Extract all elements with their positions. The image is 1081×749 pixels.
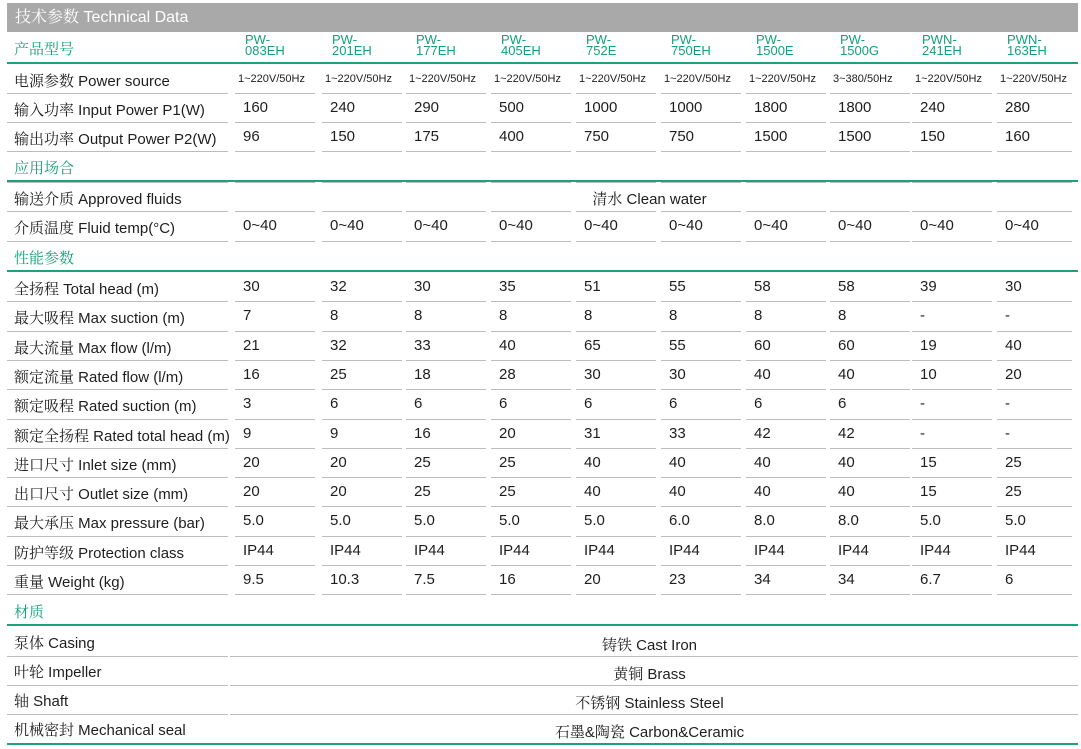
model-header-row [7,33,1078,62]
table-cell: 40 [838,454,855,471]
model-prefix: PW- [332,32,358,47]
table-cell: 8.0 [838,512,859,529]
table-cell: 5.0 [584,512,605,529]
section-performance [7,243,1078,271]
table-cell: 58 [754,278,771,295]
model-suffix: 241EH [922,43,962,58]
table-cell: 1500 [754,128,788,145]
table-cell: 33 [414,337,431,354]
model-prefix: PW- [245,32,271,47]
table-cell: 5.0 [330,512,351,529]
table-cell: 5.0 [920,512,941,529]
table-cell: 42 [754,425,771,442]
table-cell: 55 [669,278,686,295]
model-suffix: 405EH [501,43,541,58]
table-cell: 15 [920,454,937,471]
row-label: 输出功率 Output Power P2(W) [14,131,217,148]
table-cell: 1~220V/50Hz [664,73,731,85]
model-suffix: 750EH [671,43,711,58]
section-label: 性能参数 [14,250,75,267]
power-row [7,93,1078,122]
table-cell: 6.0 [669,512,690,529]
table-cell: IP44 [669,542,700,559]
table-cell: 25 [1005,483,1022,500]
table-cell: 8.0 [754,512,775,529]
table-cell: 25 [414,454,431,471]
performance-row-divider [491,594,571,595]
model-prefix: PW- [671,32,697,47]
table-cell: 1~220V/50Hz [1000,73,1067,85]
row-label: 进口尺寸 Inlet size (mm) [14,457,177,474]
table-cell: 8 [499,307,508,324]
fluid-top-segments [912,182,992,183]
table-cell: IP44 [414,542,445,559]
table-cell: 7 [243,307,252,324]
table-cell: 1~220V/50Hz [494,73,561,85]
table-cell: 160 [243,99,269,116]
fluid-top-segments [997,182,1072,183]
table-cell: 750 [669,128,695,145]
row-label: 防护等级 Protection class [14,545,185,562]
performance-row [7,272,1078,301]
table-cell: 1~220V/50Hz [915,73,982,85]
table-cell: 10.3 [330,571,360,588]
power-row-divider [830,151,910,152]
power-row [7,122,1078,151]
row-label: 电源参数 Power source [14,73,170,90]
performance-row-divider [912,594,992,595]
model-name [332,34,372,56]
table-cell: 9.5 [243,571,264,588]
performance-row-divider [7,594,228,595]
table-cell: 8 [414,307,423,324]
model-name [922,34,962,56]
table-cell: 150 [920,128,946,145]
table-cell: 20 [243,483,260,500]
table-cell: 21 [243,337,260,354]
fluid-top-segments [661,182,741,183]
table-cell: 55 [669,337,686,354]
temp-row-divider [997,241,1072,242]
material-value: 黄铜 Brass [613,666,686,683]
table-title: 技术参数 Technical Data [7,3,1078,32]
table-cell: 25 [1005,454,1022,471]
table-cell: 25 [499,483,516,500]
table-cell: 280 [1005,99,1031,116]
table-cell: 5.0 [499,512,520,529]
power-row-divider [746,151,826,152]
table-cell: 20 [330,454,347,471]
power-row-divider [576,151,656,152]
table-cell: 5.0 [243,512,264,529]
table-cell: 20 [1005,366,1022,383]
table-cell: 40 [584,454,601,471]
temp-row-divider [912,241,992,242]
table-cell: 1~220V/50Hz [238,73,305,85]
table-cell: 1800 [838,99,872,116]
table-cell: 35 [499,278,516,295]
table-cell: 8 [584,307,593,324]
table-cell: 1500 [838,128,872,145]
table-cell: 40 [754,454,771,471]
row-label: 轴 Shaft [14,693,69,710]
table-cell: 23 [669,571,686,588]
table-cell: 30 [584,366,601,383]
table-cell: 0~40 [920,217,954,234]
table-cell: - [1005,395,1010,412]
table-cell: 6 [330,395,339,412]
table-cell: 96 [243,128,260,145]
fluid-top-segments [7,182,228,183]
power-row [7,64,1078,93]
model-prefix: PW- [840,32,866,47]
performance-row [7,565,1078,594]
material-row [7,714,1078,743]
table-cell: 6 [1005,571,1014,588]
table-cell: 16 [243,366,260,383]
table-cell: 30 [414,278,431,295]
material-value: 石墨&陶瓷 Carbon&Ceramic [554,724,745,741]
performance-row [7,536,1078,565]
model-prefix: PW- [586,32,612,47]
table-cell: 25 [414,483,431,500]
performance-row-divider [576,594,656,595]
model-suffix: 1500E [756,43,794,58]
table-cell: 20 [330,483,347,500]
table-cell: 3~380/50Hz [833,73,893,85]
row-label: 额定全扬程 Rated total head (m) [14,428,230,445]
section-material [7,597,1078,625]
model-header-label: 产品型号 [14,41,75,58]
temp-row-divider [406,241,486,242]
power-row-divider [997,151,1072,152]
table-cell: 6 [754,395,763,412]
fluid-top-segments [491,182,571,183]
temp-row-divider [830,241,910,242]
table-cell: 290 [414,99,440,116]
table-bottom-rule [7,743,1078,745]
table-cell: 0~40 [414,217,448,234]
table-cell: IP44 [584,542,615,559]
model-suffix: 177EH [416,43,456,58]
table-cell: 9 [243,425,252,442]
model-suffix: 201EH [332,43,372,58]
section-application [7,153,1078,181]
temp-row [7,211,1078,240]
temp-row-divider [576,241,656,242]
table-cell: 30 [669,366,686,383]
table-cell: 19 [920,337,937,354]
performance-row [7,448,1078,477]
table-cell: 16 [499,571,516,588]
table-cell: 0~40 [838,217,872,234]
model-suffix: 163EH [1007,43,1047,58]
table-cell: 6 [414,395,423,412]
material-value: 铸铁 Cast Iron [601,637,698,654]
fluid-value: 清水 Clean water [592,191,707,208]
table-cell: - [920,425,925,442]
temp-row-divider [661,241,741,242]
table-cell: 6.7 [920,571,941,588]
performance-row [7,389,1078,419]
power-row-divider [491,151,571,152]
table-cell: 20 [499,425,516,442]
table-cell: 40 [754,483,771,500]
row-label: 最大吸程 Max suction (m) [14,310,185,327]
table-cell: IP44 [1005,542,1036,559]
table-cell: 15 [920,483,937,500]
model-prefix: PW- [416,32,442,47]
power-row-divider [322,151,402,152]
model-name [245,34,285,56]
table-cell: 160 [1005,128,1031,145]
fluid-top-segments [830,182,910,183]
performance-row-divider [322,594,402,595]
row-label: 全扬程 Total head (m) [14,281,160,298]
model-name [671,34,711,56]
table-cell: 20 [584,571,601,588]
table-cell: 42 [838,425,855,442]
table-cell: 1000 [669,99,703,116]
row-label: 输送介质 Approved fluids [14,191,182,208]
model-suffix: 752E [586,43,617,58]
power-row-divider [235,151,315,152]
table-cell: 5.0 [414,512,435,529]
table-cell: 32 [330,337,347,354]
table-cell: 34 [838,571,855,588]
table-cell: IP44 [838,542,869,559]
performance-row-divider [235,594,315,595]
table-cell: 25 [499,454,516,471]
model-name [756,34,794,56]
row-label: 输入功率 Input Power P1(W) [14,102,205,119]
table-cell: 0~40 [243,217,277,234]
row-label: 最大流量 Max flow (l/m) [14,340,172,357]
performance-row [7,301,1078,331]
performance-row-divider [406,594,486,595]
table-cell: IP44 [920,542,951,559]
table-cell: 40 [838,366,855,383]
table-cell: 10 [920,366,937,383]
fluid-row [7,182,1078,211]
material-row [7,627,1078,656]
table-cell: 28 [499,366,516,383]
table-cell: 51 [584,278,601,295]
table-cell: 40 [754,366,771,383]
table-cell: 60 [754,337,771,354]
temp-row-divider [7,241,228,242]
row-label: 出口尺寸 Outlet size (mm) [14,486,189,503]
table-cell: 40 [499,337,516,354]
table-cell: 60 [838,337,855,354]
table-cell: 9 [330,425,339,442]
table-cell: 500 [499,99,525,116]
model-prefix: PWN- [922,32,957,47]
fluid-top-segments [746,182,826,183]
table-cell: 30 [1005,278,1022,295]
table-cell: 0~40 [1005,217,1039,234]
table-cell: IP44 [330,542,361,559]
performance-row-divider [830,594,910,595]
row-label: 最大承压 Max pressure (bar) [14,515,205,532]
table-cell: 150 [330,128,356,145]
power-row-divider [7,151,228,152]
table-cell: 6 [584,395,593,412]
power-row-divider [912,151,992,152]
section-label: 应用场合 [14,160,75,177]
temp-row-divider [235,241,315,242]
table-cell: - [920,307,925,324]
table-cell: 16 [414,425,431,442]
model-prefix: PW- [756,32,782,47]
table-cell: 40 [838,483,855,500]
table-cell: 8 [669,307,678,324]
table-cell: 20 [243,454,260,471]
performance-row [7,331,1078,360]
row-label: 介质温度 Fluid temp(°C) [14,220,176,237]
table-cell: 40 [669,454,686,471]
table-cell: 18 [414,366,431,383]
performance-row [7,419,1078,448]
section-label: 材质 [14,604,45,621]
table-cell: 40 [584,483,601,500]
table-cell: IP44 [243,542,274,559]
model-name [840,34,879,56]
performance-row-divider [997,594,1072,595]
table-cell: IP44 [754,542,785,559]
material-value: 不锈钢 Stainless Steel [575,695,724,712]
table-cell: - [1005,307,1010,324]
table-cell: 31 [584,425,601,442]
table-cell: 1~220V/50Hz [325,73,392,85]
table-cell: 30 [243,278,260,295]
power-row-divider [661,151,741,152]
row-label: 泵体 Casing [14,635,95,652]
table-cell: - [1005,425,1010,442]
table-cell: 400 [499,128,525,145]
fluid-top-segments [235,182,315,183]
table-cell: 1~220V/50Hz [409,73,476,85]
table-cell: 0~40 [584,217,618,234]
section-divider [7,624,1078,626]
table-cell: 8 [754,307,763,324]
model-name [586,34,616,56]
table-cell: 175 [414,128,440,145]
table-cell: 39 [920,278,937,295]
model-prefix: PWN- [1007,32,1042,47]
table-cell: 3 [243,395,252,412]
table-cell: 1800 [754,99,788,116]
table-cell: 1000 [584,99,618,116]
fluid-top-segments [322,182,402,183]
material-row [7,656,1078,685]
table-cell: 40 [669,483,686,500]
row-label: 机械密封 Mechanical seal [14,722,186,739]
row-label: 重量 Weight (kg) [14,574,125,591]
performance-row-divider [661,594,741,595]
row-label: 额定流量 Rated flow (l/m) [14,369,184,386]
row-label: 额定吸程 Rated suction (m) [14,398,197,415]
temp-row-divider [746,241,826,242]
table-cell: 8 [838,307,847,324]
table-cell: 0~40 [754,217,788,234]
fluid-top-segments [576,182,656,183]
table-cell: 0~40 [499,217,533,234]
model-suffix: 1500G [840,43,880,58]
table-cell: 1~220V/50Hz [749,73,816,85]
fluid-top-segments [406,182,486,183]
model-prefix: PW- [501,32,527,47]
power-row-divider [406,151,486,152]
table-cell: 25 [330,366,347,383]
model-name [501,34,541,56]
table-cell: 65 [584,337,601,354]
model-name [1007,34,1047,56]
table-cell: 32 [330,278,347,295]
table-cell: 6 [838,395,847,412]
performance-row-divider [746,594,826,595]
row-label: 叶轮 Impeller [14,664,102,681]
model-suffix: 083EH [245,43,285,58]
table-cell: 240 [330,99,356,116]
performance-row [7,477,1078,506]
temp-row-divider [491,241,571,242]
performance-row [7,506,1078,536]
table-cell: 33 [669,425,686,442]
performance-row [7,360,1078,389]
table-cell: 1~220V/50Hz [579,73,646,85]
model-name [416,34,456,56]
table-cell: 58 [838,278,855,295]
table-cell: 750 [584,128,610,145]
table-cell: 40 [1005,337,1022,354]
table-cell: 8 [330,307,339,324]
table-cell: 6 [669,395,678,412]
material-row [7,685,1078,714]
table-cell: 6 [499,395,508,412]
table-cell: 0~40 [669,217,703,234]
table-cell: 240 [920,99,946,116]
temp-row-divider [322,241,402,242]
table-cell: 34 [754,571,771,588]
table-cell: - [920,395,925,412]
table-cell: 7.5 [414,571,435,588]
table-cell: IP44 [499,542,530,559]
table-cell: 5.0 [1005,512,1026,529]
table-cell: 0~40 [330,217,364,234]
